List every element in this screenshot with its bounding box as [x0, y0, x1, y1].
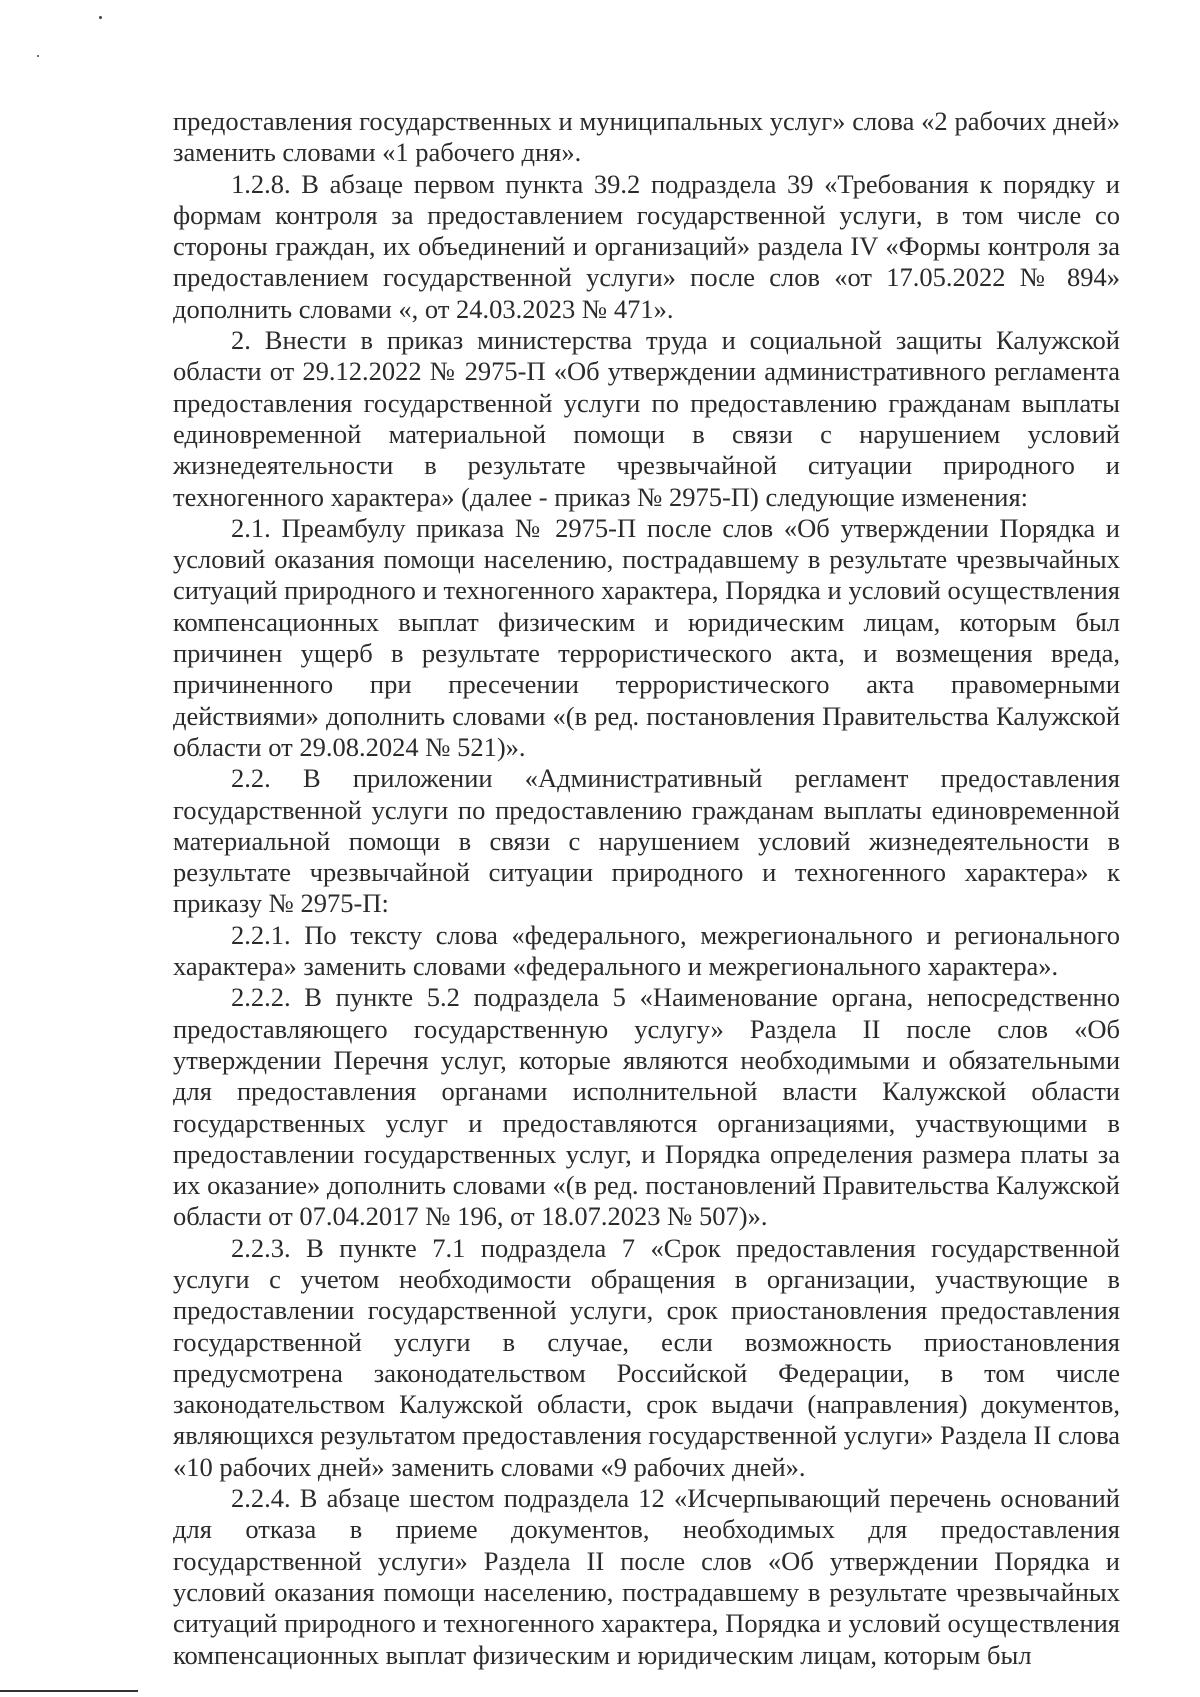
paragraph-1-2-8: 1.2.8. В абзаце первом пункта 39.2 подраздела 39 «Требования к порядку и формам контроля за предоставлением государственной услуги, в том числе со стороны граждан, их объединений и организаций» раздела IV «Формы контроля за предоставлением государственной услуги» после слов «от 17.05.2022 № 894» дополнить словами «, от 24.03.2023 № 471». — [173, 168, 1120, 324]
scan-speck — [37, 55, 39, 57]
footer-rule — [0, 1690, 138, 1692]
scan-speck — [99, 16, 102, 19]
paragraph-2-2-4: 2.2.4. В абзаце шестом подраздела 12 «Исчерпывающий перечень оснований для отказа в приеме документов, необходимых для предоставления государственной услуги» Раздела II после слов «Об утверждении Порядка и условий оказания помощи населению, пострадавшему в результате чрезвычайных ситуаций природного и техногенного характера, Порядка и условий осуществления компенсационных выплат физическим и юридическим лицам, которым был — [173, 1483, 1120, 1670]
paragraph-2-2-2: 2.2.2. В пункте 5.2 подраздела 5 «Наименование органа, непосредственно предоставляющего государственную услугу» Раздела II после слов «Об утверждении Перечня услуг, которые являются необходимыми и обязательными для предоставления органами исполнительной власти Калужской области государственных услуг и предоставляются организациями, участвующими в предоставлении государственных услуг, и Порядка определения размера платы за их оказание» дополнить словами «(в ред. постановлений Правительства Калужской области от 07.04.2017 № 196, от 18.07.2023 № 507)». — [173, 982, 1120, 1232]
paragraph-2-1: 2.1. Преамбулу приказа № 2975-П после слов «Об утверждении Порядка и условий оказания помощи населению, пострадавшему в результате чрезвычайных ситуаций природного и техногенного характера, Порядка и условий осуществления компенсационных выплат физическим и юридическим лицам, которым был причинен ущерб в результате террористического акта, и возмещения вреда, причиненного при пресечении террористического акта правомерными действиями» дополнить словами «(в ред. постановления Правительства Калужской области от 29.08.2024 № 521)». — [173, 512, 1120, 762]
paragraph-2-2: 2.2. В приложении «Административный регламент предоставления государственной услуги по предоставлению гражданам выплаты единовременной материальной помощи в связи с нарушением условий жизнедеятельности в результате чрезвычайной ситуации природного и техногенного характера» к приказу № 2975-П: — [173, 763, 1120, 919]
paragraph-2-2-3: 2.2.3. В пункте 7.1 подраздела 7 «Срок предоставления государственной услуги с учетом необходимости обращения в организации, участвующие в предоставлении государственной услуги, срок приостановления предоставления государственной услуги в случае, если возможность приостановления предусмотрена законодательством Российской Федерации, в том числе законодательством Калужской области, срок выдачи (направления) документов, являющихся результатом предоставления государственной услуги» Раздела II слова «10 рабочих дней» заменить словами «9 рабочих дней». — [173, 1232, 1120, 1482]
paragraph-2: 2. Внести в приказ министерства труда и социальной защиты Калужской области от 29.12.2022 № 2975-П «Об утверждении административного регламента предоставления государственной услуги по предоставлению гражданам выплаты единовременной материальной помощи в связи с нарушением условий жизнедеятельности в результате чрезвычайной ситуации природного и техногенного характера» (далее - приказ № 2975-П) следующие изменения: — [173, 325, 1120, 512]
document-body — [173, 106, 1120, 1671]
paragraph-2-2-1: 2.2.1. По тексту слова «федерального, межрегионального и регионального характера» заменить словами «федерального и межрегионального характера». — [173, 919, 1120, 982]
paragraph-continuation: предоставления государственных и муниципальных услуг» слова «2 рабочих дней» заменить словами «1 рабочего дня». — [173, 106, 1120, 168]
